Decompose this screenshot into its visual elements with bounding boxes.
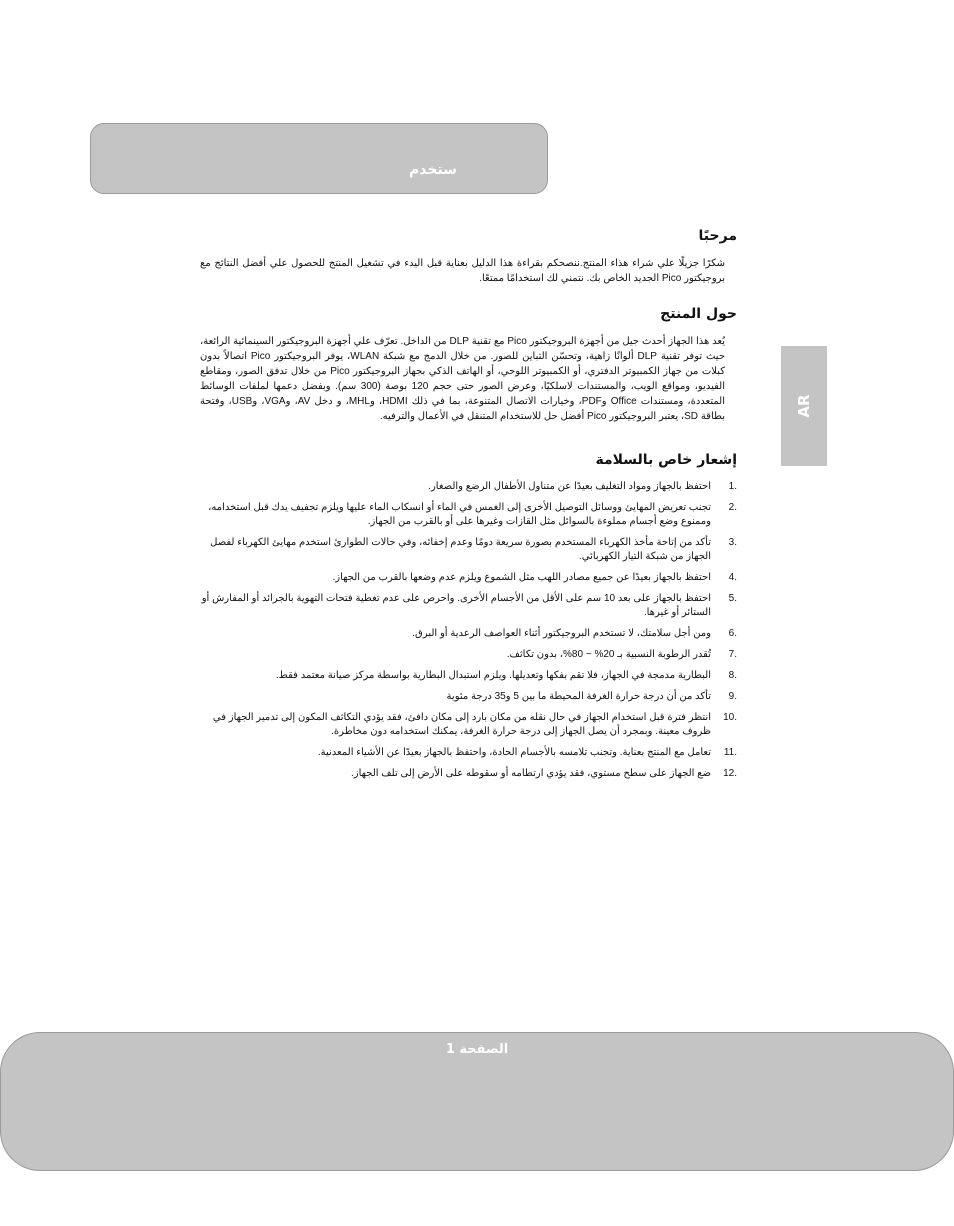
list-item: [200, 648, 737, 662]
list-item-number: 1.: [728, 481, 737, 492]
list-item-number: 4.: [728, 572, 737, 583]
welcome-paragraph: شكرًا جزيلًا علي شراء هذاء المنتج.ننصحكم بقراءة هذا الدليل بعناية قبل اليدء في تشغيل المنتج للحصول علي أفضل النتائج مع بروجيكتور Pico الجديد الخاص بك. نتمني لك استخدامًا ممتعًا.: [200, 258, 725, 284]
list-item-number: 5.: [728, 593, 737, 604]
list-item: [200, 480, 737, 494]
list-item-text: انتظر فترة قبل استخدام الجهاز في حال نقله من مكان بارد إلى مكان دافئ، فقد يؤدي التكاثف المكون إلى تدمير الجهاز في ظروف معينة. وبمجرد أن يصل الجهاز إلى درجة حرارة الغرفة، يمكنك استخدامه دون مخاطرة.: [212, 712, 711, 737]
list-item-number: 6.: [728, 628, 737, 639]
list-item-text: تأكد من إتاحة مأخذ الكهرباء المستخدم بصورة سريعة دومًا وعدم إخفائه، وفي حالات الطوارئ استخدم مهايئ الكهرباء لفصل الجهاز من شبكة التيار الكهربائي.: [210, 537, 711, 562]
header-banner: [90, 123, 548, 194]
list-item-number: 10.: [723, 712, 737, 723]
list-item: [200, 592, 737, 620]
list-item-text: تأكد من أن درجة حرارة الغرفة المحيطة ما بين 5 و35 درجة مئوية: [446, 691, 711, 702]
list-item-number: 8.: [728, 670, 737, 681]
list-item: [200, 501, 737, 529]
list-item-number: 11.: [723, 747, 737, 758]
list-item-text: تجنب تعريض المهايئ ووسائل التوصيل الأخرى إلى الغمس في الماء أو انسكاب الماء عليها ويلزم تجفيف يدك قبل استخدامه، وممنوع وضع أجسام مملوءة بالسوائل مثل القازات وغيرها على أو بالقرب من الجهاز.: [208, 502, 711, 527]
list-item-number: 2.: [728, 502, 737, 513]
list-item-number: 12.: [723, 768, 737, 779]
list-item-number: 9.: [728, 691, 737, 702]
list-item-text: احتفظ بالجهاز على بعد 10 سم على الأقل من الأجسام الأخرى. واحرص على عدم تغطية فتحات التهوية بالجرائد أو المفارش أو الستائر أو غيرها.: [201, 593, 711, 618]
list-item: [200, 627, 737, 641]
about-paragraph: يُعد هذا الجهاز أحدث جيل من أجهزة البروجيكتور Pico مع تقنية DLP من الداخل. تعرّف علي أجهزة البروجيكتور السينمائية الرائعة، حيث توفر تقنية DLP ألوانًا زاهية، وتحسّن التباين للصور. من خلال الدمج مع شبكة WLAN، يوفر البروجيكتور Pico اتصالاً بدون كبلات من جهاز الكمبيوتر الدفتري، أو الكمبيوتر اللوحي، أو الهاتف الذكي بجهاز البروجيكتور Pico من خلال تدفق الصور، ومقاطع الفيديو، ومواقع الويب، والمستندات لاسلكيًا، وعرض الصور حتى حجم 120 بوصة (300 سم). وبفضل دعمها لملفات الوسائط المتعددة، ومستندات Office وPDF، وخيارات الاتصال المتنوعة، بما في ذلك HDMI، وMHL، و دخل AV، وVGA، وUSB، وفتحة بطاقة SD، يعتبر البروجيكتور Pico أفضل حل للاستخدام المتنقل في الأعمال والترفيه.: [200, 336, 726, 422]
list-item: [200, 746, 737, 760]
list-item-text: احتفظ بالجهاز ومواد التغليف بعيدًا عن متناول الأطفال الرضع والصغار.: [428, 481, 711, 492]
list-item: [200, 669, 737, 683]
list-item: [200, 711, 737, 739]
safety-list: [200, 480, 737, 781]
list-item-number: 3.: [728, 537, 737, 548]
list-item: [200, 767, 737, 781]
document-body: [200, 228, 737, 788]
about-heading: حول المنتج: [660, 306, 737, 322]
header-title: ستخدم: [409, 162, 457, 178]
list-item: [200, 536, 737, 564]
list-item-text: تُقدر الرطوبة النسبية بـ 20% ~ 80%، بدون تكاثف.: [506, 649, 711, 660]
page-number: الصفحة 1: [445, 1042, 509, 1057]
language-tab-label: AR: [795, 394, 813, 418]
list-item-text: البطارية مدمجة في الجهاز، فلا تقم بفكها وتعديلها. ويلزم استبدال البطارية بواسطة مركز صيانة معتمد فقط.: [275, 670, 711, 681]
footer-banner: [0, 1032, 954, 1171]
welcome-heading: مرحبًا: [698, 228, 737, 244]
safety-heading: إشعار خاص بالسلامة: [595, 452, 737, 468]
list-item-text: ضع الجهاز على سطح مستوي، فقد يؤدي ارتطامه أو سقوطه على الأرض إلى تلف الجهاز.: [350, 768, 711, 779]
list-item: [200, 690, 737, 704]
list-item-number: 7.: [728, 649, 737, 660]
list-item-text: ومن أجل سلامتك، لا تستخدم البروجيكتور أثناء العواصف الرعدية أو البرق.: [412, 628, 711, 639]
list-item-text: احتفظ بالجهاز بعيدًا عن جميع مصادر اللهب مثل الشموع ويلزم عدم وضعها بالقرب من الجهاز.: [332, 572, 711, 583]
list-item: [200, 571, 737, 585]
language-tab: [781, 346, 827, 466]
list-item-text: تعامل مع المنتج بعناية. وتجنب تلامسه بالأجسام الحادة، واحتفظ بالجهاز بعيدًا عن الأشياء المعدنية.: [317, 747, 711, 758]
